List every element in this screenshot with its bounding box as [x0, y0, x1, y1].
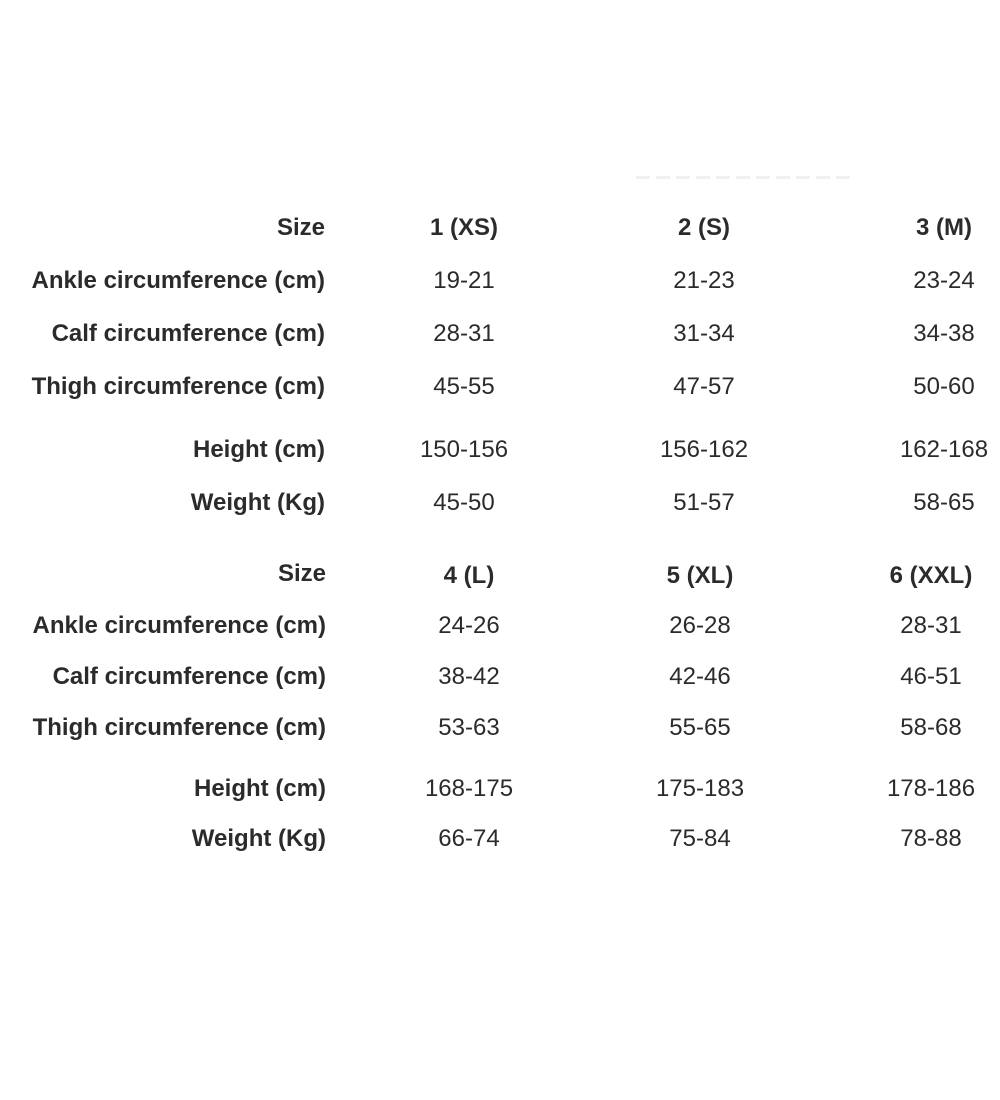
size-column-header: 4 (L) [443, 562, 495, 589]
table-cell: 175-183 [655, 775, 745, 802]
row-label-height: Height (cm) [194, 775, 326, 802]
table-cell: 34-38 [913, 320, 975, 347]
size-column-header: 5 (XL) [666, 562, 734, 589]
table-cell: 58-68 [900, 714, 962, 741]
table-cell: 178-186 [886, 775, 976, 802]
size-header-label: Size [276, 214, 325, 241]
table-cell: 38-42 [438, 663, 500, 690]
row-label-ankle: Ankle circumference (cm) [31, 267, 325, 294]
table-cell: 55-65 [669, 714, 731, 741]
row-label-thigh: Thigh circumference (cm) [31, 373, 325, 400]
table-cell: 53-63 [438, 714, 500, 741]
table-cell: 75-84 [669, 825, 731, 852]
row-label-weight: Weight (Kg) [190, 489, 325, 516]
table-cell: 19-21 [433, 267, 495, 294]
size-column-header: 3 (M) [916, 214, 972, 241]
table-cell: 50-60 [913, 373, 975, 400]
table-cell: 23-24 [913, 267, 975, 294]
size-column-header: 1 (XS) [429, 214, 499, 241]
table-cell: 24-26 [438, 612, 500, 639]
table-cell: 47-57 [673, 373, 735, 400]
size-column-header: 6 (XXL) [889, 562, 973, 589]
row-label-height: Height (cm) [193, 436, 325, 463]
row-label-calf: Calf circumference (cm) [51, 320, 325, 347]
table-cell: 150-156 [419, 436, 509, 463]
table-cell: 78-88 [900, 825, 962, 852]
table-cell: 28-31 [900, 612, 962, 639]
table-cell: 168-175 [424, 775, 514, 802]
table-cell: 66-74 [438, 825, 500, 852]
row-label-thigh: Thigh circumference (cm) [32, 714, 326, 741]
table-cell: 58-65 [913, 489, 975, 516]
table-cell: 156-162 [659, 436, 749, 463]
table-cell: 28-31 [433, 320, 495, 347]
size-header-label: Size [277, 560, 326, 587]
table-cell: 45-50 [433, 489, 495, 516]
table-cell: 162-168 [899, 436, 989, 463]
table-cell: 31-34 [673, 320, 735, 347]
table-cell: 45-55 [433, 373, 495, 400]
table-cell: 42-46 [669, 663, 731, 690]
table-cell: 51-57 [673, 489, 735, 516]
faded-heading-mark [636, 176, 856, 179]
row-label-calf: Calf circumference (cm) [52, 663, 326, 690]
size-column-header: 2 (S) [677, 214, 731, 241]
row-label-weight: Weight (Kg) [191, 825, 326, 852]
table-cell: 46-51 [900, 663, 962, 690]
table-cell: 21-23 [673, 267, 735, 294]
row-label-ankle: Ankle circumference (cm) [32, 612, 326, 639]
table-cell: 26-28 [669, 612, 731, 639]
